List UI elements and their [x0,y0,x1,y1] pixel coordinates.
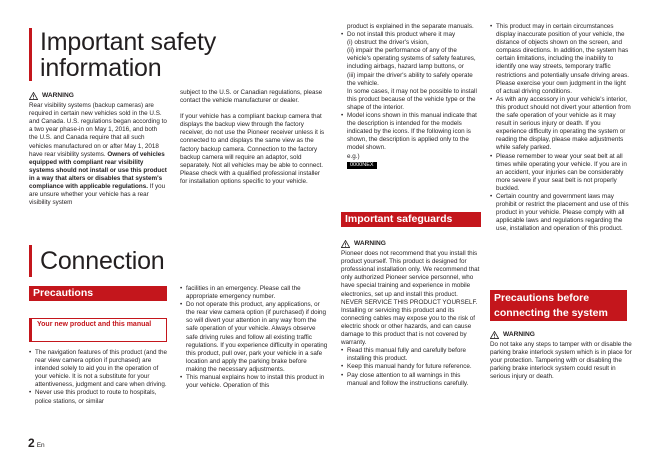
col2-upper [180,89,328,186]
col2-lower [180,285,328,390]
safeguards-warning-body: Pioneer does not recommend that you install this product yourself. This product is designed for professional installation only. We recommend that only authorized Pioneer service personnel, who have special training and experience in mobile electronics, set up and install this product. NEVER SERVICE THIS PRODUCT YOURSELF. Installing or servicing this product and its connecting cables may expose you to the risk of electric shock or other hazards, and can cause damage to this product that is not covered by warranty. [341,250,480,347]
list-item [341,112,481,169]
col2-para2: If your vehicle has a compliant backup camera that displays the backup view through the factory receiver, do not use the Pioneer receiver unless it is connected to and displays the same view as the factory backup camera. Connection to the factory backup camera will require an adaptor, sold separately. Not all vehicles may be able to connect. Please check with a qualified professional installer for installation options specific to your vehicle. [180,113,325,185]
col4-lower [490,331,632,382]
warning-label: WARNING [42,92,74,99]
col3-bullets [341,31,481,169]
list-item-continued: • facilities in an emergency. Please call the appropriate emergency number. [180,285,328,301]
page-language: En [36,442,45,449]
page-title [40,29,216,81]
list-item: • Keep this manual handy for future reference. [341,363,481,371]
warning-body-end: If you are unsure whether your vehicle has a rear visibility system [29,183,166,207]
connection-title: Connection [40,247,165,275]
bullet-a-text: • Do not install this product where it may [347,31,456,39]
list-item: • Please remember to wear your seat belt at all times while operating your vehicle. If you are in an accident, your injuries can be considerably more severe if your seat belt is not properly buckled. [490,153,632,193]
list-item: • Never use this product to route to hospitals, police stations, or similar [29,389,167,405]
warning-heading [341,240,481,248]
page-number-value: 2 [28,436,35,450]
bullet-a-ii: (ii) impair the performance of any of the vehicle's operating systems of safety features, including airbags, hazard lamp buttons, or [347,47,476,71]
precautions-heading: Precautions [29,286,167,301]
list-item: • The navigation features of this product (and the rear view camera option if purchased) are intended solely to aid you in the operation of your vehicle. It is not a substitute for your attentiveness, judgment and care when driving. [29,349,167,389]
warning-heading [490,331,632,339]
list-item [341,31,481,112]
col4-upper [490,23,632,233]
warning-icon [341,240,350,248]
list-item: • Do not operate this product, any applications, or the rear view camera option (if purchased) if doing so will divert your attention in any way from the safe operation of your vehicle. Always observe safe driving rules and follow all existing traffic regulations. If you experience difficulty in operating this product, pull over, park your vehicle in a safe location and apply the parking brake before making the necessary adjustments. [180,301,328,374]
warning-body-plain: Rear visibility systems (backup cameras) are required in certain new vehicles sold in the U.S. and Canada. U.S. regulations began according to a two year phase-in on May 1, 2016, and both the U.S. and Canada require that all such vehicles manufactured on or after May 1, 2018 have rear visibility systems. [29,102,167,158]
warning-icon [29,92,38,100]
example-label: e.g.) [347,152,360,160]
col3-top-cont: product is explained in the separate manuals. [347,23,474,30]
safeguards-bullets [341,347,481,387]
col4-bullets [490,23,632,233]
warning-heading [29,92,167,100]
col2-para1: subject to the U.S. or Canadian regulations, please contact the vehicle manufacturer or dealer. [180,89,323,105]
bullet-a-note: In some cases, it may not be possible to install this product because of the vehicle type or the shape of the interior. [347,87,477,111]
connection-accent-bar [29,245,32,277]
warning-icon [490,331,499,339]
warning-body [29,102,167,207]
warning-label: WARNING [354,240,386,247]
page-title-line2: information [40,54,162,82]
col3-upper [341,23,481,169]
important-safeguards-heading: Important safeguards [341,212,481,227]
list-item: • As with any accessory in your vehicle's interior, this product should not divert your attention from the safe operation of your vehicle as it may result in serious injury or death. If you experience difficulty in operating the system or reading the display, please make adjustments while safely parked. [490,96,632,153]
bullet-a-i: (i) obstruct the driver's vision, [347,39,429,47]
model-icon-badge: 0000NEX [347,162,377,169]
col1-warning-block [29,92,167,207]
list-item: • This product may in certain circumstances display inaccurate position of your vehicle, the distance of objects shown on the screen, and compass directions. In addition, the system has certain limitations, including the inability to identify one way streets, temporary traffic restrictions and potentially unsafe driving areas. Please exercise your own judgment in the light of actual driving conditions. [490,23,632,96]
col2-bullets [180,285,328,390]
title-accent-bar [29,28,32,81]
parking-brake-warning-body: Do not take any steps to tamper with or disable the parking brake interlock system which is in place for your protection. Tampering with or disabling the parking brake interlock system could result in serious injury or death. [490,341,632,381]
list-item: • This manual explains how to install this product in your vehicle. Operation of this [180,374,328,390]
list-item: • Read this manual fully and carefully before installing this product. [341,347,481,363]
list-item: • Pay close attention to all warnings in this manual and follow the instructions carefully. [341,372,481,388]
heading-line2: connecting the system [494,306,608,319]
page-number [28,436,45,453]
bullet-a-iii: (iii) impair the driver's ability to safely operate the vehicle. [347,71,473,87]
precautions-before-connecting-heading [490,290,627,321]
heading-line1: Precautions before [494,292,590,304]
warning-label: WARNING [503,331,535,338]
list-item: • Certain country and government laws may prohibit or restrict the placement and use of this product in your vehicle. Please comply with all applicable laws and regulations regarding the use, installation and operation of this product. [490,193,632,233]
col1-lower [29,349,167,406]
page-title-line1: Important safety [40,28,217,56]
subsection-heading: Your new product and this manual [29,318,167,342]
warning-body-bold: Owners of vehicles equipped with compliant rear visibility systems should not install or use this product in a way that alters or disables that system's compliance with applicable regulations. [29,150,167,191]
col3-lower [341,240,481,388]
bullet-b-text: • Model icons shown in this manual indicate that the description is intended for the models indicated by the icons. If the following icon is shown, the description is applied only to the model shown. [347,112,477,152]
connection-bullets [29,349,167,406]
